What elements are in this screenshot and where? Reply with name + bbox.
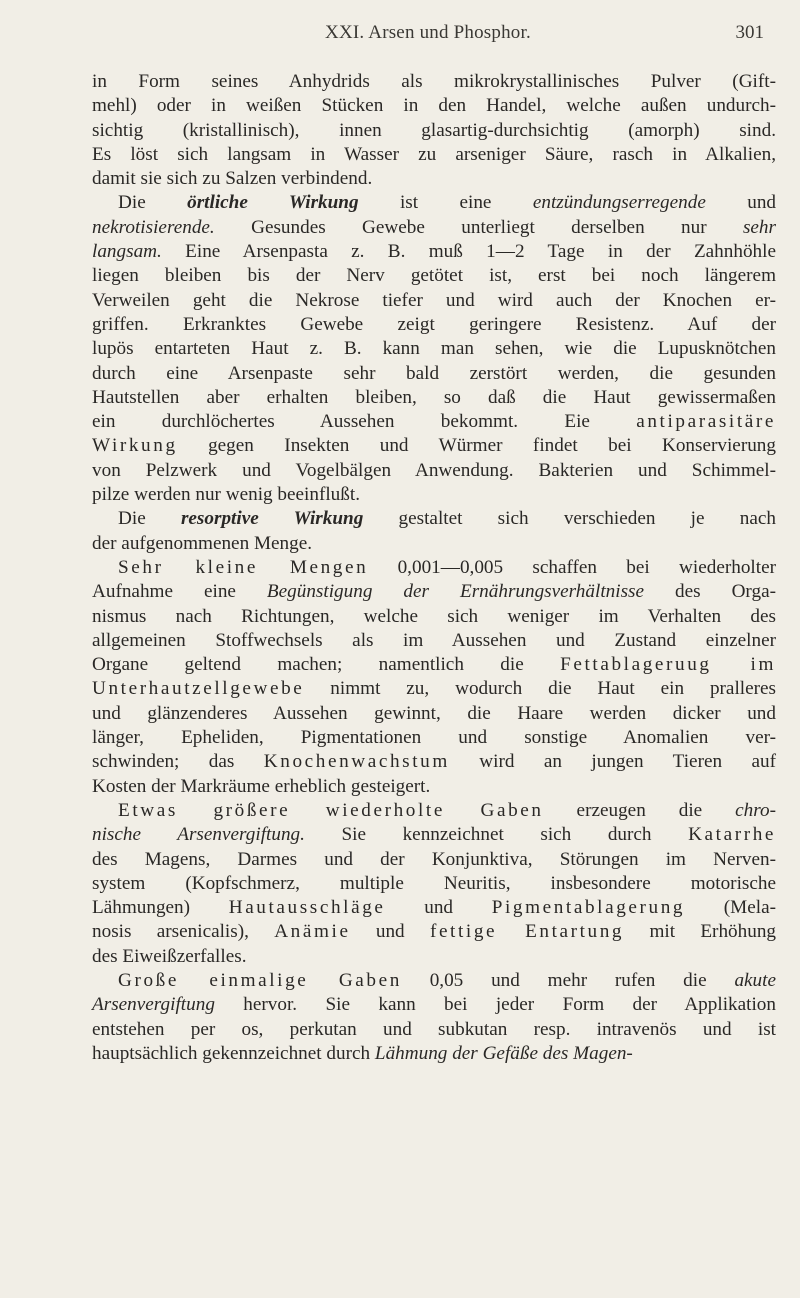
- text-run: und: [385, 897, 492, 919]
- body-text: [92, 70, 776, 1066]
- page-number: 301: [735, 22, 764, 43]
- text-run: allgemeinen Stoffwechsels als im Aussehen und Zustand einzelner: [92, 629, 776, 651]
- paragraph: [92, 70, 776, 191]
- text-run: Gesundes Gewebe unterliegt derselben nur: [214, 216, 743, 238]
- text-line: [92, 1018, 776, 1042]
- paragraph: [92, 507, 776, 556]
- text-run: sichtig (kristallinisch), innen glasartig-durchsichtig (amorph) sind.: [92, 119, 776, 141]
- paragraph: [92, 969, 776, 1066]
- text-line: [92, 653, 776, 677]
- text-run: Die: [118, 508, 181, 530]
- text-line: [92, 993, 776, 1017]
- paragraph: [92, 799, 776, 969]
- text-line: [92, 410, 776, 434]
- text-run: wird an jungen Tieren auf: [449, 751, 776, 773]
- text-line: [92, 896, 776, 920]
- text-line: [92, 775, 776, 799]
- text-line: [92, 289, 776, 313]
- text-run: (Mela-: [685, 897, 776, 919]
- emphasized-text: Arsenvergiftung: [92, 994, 215, 1016]
- text-run: des Magens, Darmes und der Konjunktiva, Störungen im Nerven-: [92, 848, 776, 870]
- text-run: Hautstellen aber erhalten bleiben, so daß die Haut gewissermaßen: [92, 386, 776, 408]
- text-line: [92, 313, 776, 337]
- text-run: länger, Epheliden, Pigmentationen und sonstige Anomalien ver-: [92, 727, 776, 749]
- text-run: gegen Insekten und Würmer findet bei Konservierung: [177, 435, 776, 457]
- text-line: [92, 70, 776, 94]
- text-line: [92, 945, 776, 969]
- text-line: [92, 750, 776, 774]
- text-run: pilze werden nur wenig beeinflußt.: [92, 484, 360, 506]
- text-run: system (Kopfschmerz, multiple Neuritis, insbesondere motorische: [92, 872, 776, 894]
- text-run: in Form seines Anhydrids als mikrokrystallinisches Pulver (Gift-: [92, 71, 776, 92]
- text-run: Verweilen geht die Nekrose tiefer und wird auch der Knochen er-: [92, 289, 776, 311]
- text-run: Aufnahme eine: [92, 581, 267, 603]
- emphasized-text: sehr: [742, 216, 776, 238]
- emphasized-text: fettige Entartung: [429, 921, 625, 943]
- text-line: [92, 483, 776, 507]
- text-run: gestaltet sich verschieden je nach: [363, 508, 776, 530]
- text-run: entstehen per os, perkutan und subkutan resp. intravenös und ist: [92, 1018, 776, 1040]
- text-run: und: [350, 921, 430, 943]
- emphasized-text: nische Arsenvergiftung.: [92, 824, 305, 846]
- text-line: [92, 240, 776, 264]
- emphasized-text: resorptive Wirkung: [180, 508, 364, 530]
- text-run: der aufgenommenen Menge.: [92, 532, 313, 554]
- emphasized-text: Unterhautzellgewebe: [92, 678, 305, 700]
- text-run: Kosten der Markräume erheblich gesteigert.: [92, 775, 431, 797]
- text-line: [92, 337, 776, 361]
- text-line: [92, 167, 776, 191]
- text-run: damit sie sich zu Salzen verbindend.: [92, 168, 373, 190]
- emphasized-text: Große einmalige Gaben: [118, 969, 402, 991]
- text-run: nismus nach Richtungen, welche sich weniger im Verhalten des: [92, 605, 776, 627]
- text-line: [92, 629, 776, 653]
- text-line: [92, 532, 776, 556]
- text-line: [92, 1042, 776, 1066]
- text-line: [92, 216, 776, 240]
- text-run: griffen. Erkranktes Gewebe zeigt geringere Resistenz. Auf der: [92, 313, 776, 335]
- text-line: [92, 362, 776, 386]
- emphasized-text: Lähmung der Gefäße des Magen-: [374, 1042, 633, 1064]
- text-run: nimmt zu, wodurch die Haut ein pralleres: [304, 678, 776, 700]
- text-run: hauptsächlich gekennzeichnet durch: [92, 1042, 375, 1064]
- text-line: [92, 969, 776, 993]
- text-line: [92, 799, 776, 823]
- text-line: [92, 143, 776, 167]
- text-line: [92, 556, 776, 580]
- text-run: des Eiweißzerfalles.: [92, 945, 247, 967]
- text-line: [92, 434, 776, 458]
- text-run: Die: [118, 192, 188, 214]
- paragraph: [92, 191, 776, 507]
- text-line: [92, 677, 776, 701]
- text-run: Sie kennzeichnet sich durch: [304, 824, 689, 846]
- text-line: [92, 872, 776, 896]
- emphasized-text: Begünstigung der Ernährungsverhältnisse: [266, 581, 645, 603]
- text-run: ist eine: [358, 192, 533, 214]
- text-line: [92, 191, 776, 215]
- text-run: von Pelzwerk und Vogelbälgen Anwendung. Bakterien und Schimmel-: [92, 459, 776, 481]
- emphasized-text: Knochenwachstum: [263, 751, 450, 773]
- text-line: [92, 726, 776, 750]
- text-line: [92, 507, 776, 531]
- running-head: [92, 20, 764, 46]
- emphasized-text: Hautausschläge: [228, 897, 386, 919]
- emphasized-text: Katarrhe: [688, 824, 777, 846]
- emphasized-text: Fettablageruug im: [560, 654, 776, 676]
- text-run: lupös entarteten Haut z. B. kann man sehen, wie die Lupusknötchen: [92, 338, 776, 360]
- emphasized-text: antiparasitäre: [636, 411, 776, 433]
- text-run: und glänzenderes Aussehen gewinnt, die Haare werden dicker und: [92, 702, 776, 724]
- text-run: 0,05 und mehr rufen die: [401, 969, 735, 991]
- paragraph: [92, 556, 776, 799]
- emphasized-text: akute: [734, 969, 776, 991]
- text-line: [92, 823, 776, 847]
- text-run: mehl) oder in weißen Stücken in den Handel, welche außen undurch-: [92, 95, 776, 117]
- text-run: schwinden; das: [92, 751, 264, 773]
- text-run: nosis arsenicalis),: [92, 921, 275, 943]
- emphasized-text: langsam.: [92, 241, 162, 263]
- text-run: und: [705, 192, 777, 214]
- text-line: [92, 702, 776, 726]
- text-line: [92, 119, 776, 143]
- text-line: [92, 264, 776, 288]
- text-line: [92, 94, 776, 118]
- emphasized-text: örtliche Wirkung: [187, 192, 359, 214]
- text-run: ein durchlöchertes Aussehen bekommt. Eie: [92, 411, 637, 433]
- emphasized-text: Anämie: [274, 921, 351, 943]
- text-run: erzeugen die: [543, 799, 736, 821]
- text-run: mit Erhöhung: [624, 921, 777, 943]
- text-run: Organe geltend machen; namentlich die: [92, 654, 561, 676]
- emphasized-text: Pigmentablagerung: [491, 897, 686, 919]
- text-line: [92, 580, 776, 604]
- emphasized-text: Etwas größere wiederholte Gaben: [118, 799, 544, 821]
- emphasized-text: Wirkung: [92, 435, 178, 457]
- text-line: [92, 386, 776, 410]
- text-run: hervor. Sie kann bei jeder Form der Applikation: [214, 994, 776, 1016]
- emphasized-text: entzündungserregende: [532, 192, 706, 214]
- text-run: Eine Arsenpasta z. B. muß 1—2 Tage in der Zahnhöhle: [161, 241, 776, 263]
- chapter-title: XXI. Arsen und Phosphor.: [325, 22, 531, 43]
- text-line: [92, 605, 776, 629]
- text-line: [92, 459, 776, 483]
- text-run: 0,001—0,005 schaffen bei wiederholter: [368, 556, 776, 578]
- text-line: [92, 848, 776, 872]
- emphasized-text: nekrotisierende.: [92, 216, 215, 238]
- text-run: des Orga-: [644, 581, 776, 603]
- text-run: durch eine Arsenpaste sehr bald zerstört werden, die gesunden: [92, 362, 776, 384]
- text-run: liegen bleiben bis der Nerv getötet ist, erst bei noch längerem: [92, 265, 776, 287]
- text-run: Lähmungen): [92, 897, 229, 919]
- text-line: [92, 920, 776, 944]
- emphasized-text: chro-: [735, 799, 776, 821]
- text-run: Es löst sich langsam in Wasser zu arseniger Säure, rasch in Alkalien,: [92, 143, 776, 165]
- emphasized-text: Sehr kleine Mengen: [118, 556, 369, 578]
